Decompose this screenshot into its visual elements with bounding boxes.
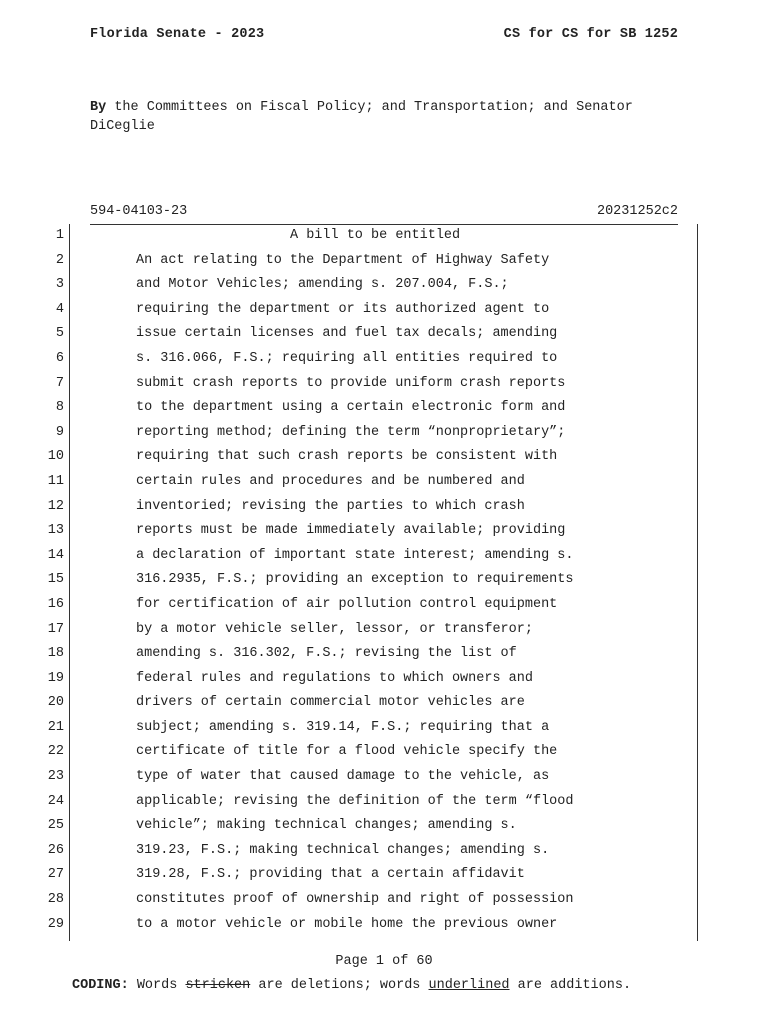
bill-line (0, 916, 768, 941)
sponsor-text: the Committees on Fiscal Policy; and Transportation; and Senator DiCeglie (90, 100, 633, 134)
line-number: 5 (55, 326, 64, 342)
line-text: reports must be made immediately available; providing (136, 523, 566, 539)
line-number: 18 (47, 646, 64, 662)
bill-line (0, 448, 768, 473)
bill-line (0, 596, 768, 621)
line-text: reporting method; defining the term “nonproprietary”; (136, 424, 566, 440)
bill-line (0, 375, 768, 400)
line-text: type of water that caused damage to the vehicle, as (136, 769, 550, 785)
bill-line (0, 547, 768, 572)
coding-middle-text: are deletions; words (258, 978, 421, 993)
coding-underlined-example: underlined (428, 978, 510, 993)
line-text: to the department using a certain electronic form and (136, 400, 566, 416)
bill-number: 20231252c2 (596, 204, 678, 219)
bill-line (0, 694, 768, 719)
sponsor-statement (90, 98, 650, 136)
line-number: 24 (47, 793, 64, 809)
line-text: for certification of air pollution control equipment (136, 596, 558, 612)
line-text: 319.23, F.S.; making technical changes; amending s. (136, 842, 550, 858)
line-number: 6 (55, 350, 64, 366)
bill-line (0, 498, 768, 523)
line-number: 4 (55, 301, 64, 317)
bill-line (0, 743, 768, 768)
bill-line (0, 350, 768, 375)
bill-line (0, 424, 768, 449)
line-number: 22 (47, 744, 64, 760)
line-text: 319.28, F.S.; providing that a certain affidavit (136, 867, 525, 883)
line-number: 9 (55, 424, 64, 440)
coding-legend (72, 978, 631, 993)
line-text: certificate of title for a flood vehicle specify the (136, 744, 558, 760)
line-number: 7 (55, 375, 64, 391)
coding-words: Words (136, 978, 178, 993)
line-number: 12 (47, 498, 64, 514)
coding-stricken-example: stricken (185, 978, 251, 993)
coding-label: CODING: (72, 978, 129, 993)
line-number: 8 (55, 400, 64, 416)
bill-text (0, 227, 768, 940)
line-number: 27 (47, 867, 64, 883)
bill-line (0, 670, 768, 695)
line-number: 29 (47, 916, 64, 932)
line-text: A bill to be entitled (290, 228, 461, 243)
line-number: 2 (55, 252, 64, 268)
line-text: to a motor vehicle or mobile home the previous owner (136, 916, 558, 932)
line-number: 25 (47, 818, 64, 834)
line-text: certain rules and procedures and be numbered and (136, 473, 525, 489)
bill-line (0, 252, 768, 277)
bill-line (0, 768, 768, 793)
coding-end-text: are additions. (517, 978, 632, 993)
bill-line (0, 473, 768, 498)
line-text: An act relating to the Department of Highway Safety (136, 252, 550, 268)
line-text: drivers of certain commercial motor vehicles are (136, 695, 525, 711)
line-text: subject; amending s. 319.14, F.S.; requiring that a (136, 719, 550, 735)
line-text: s. 316.066, F.S.; requiring all entities required to (136, 350, 558, 366)
line-number: 10 (47, 449, 64, 465)
line-number: 21 (47, 719, 64, 735)
bill-designation: CS for CS for SB 1252 (503, 27, 678, 42)
line-number: 23 (47, 769, 64, 785)
bill-line (0, 842, 768, 867)
line-number: 19 (47, 670, 64, 686)
line-text: issue certain licenses and fuel tax decals; amending (136, 326, 558, 342)
bill-line (0, 325, 768, 350)
line-number: 20 (47, 695, 64, 711)
line-text: submit crash reports to provide uniform crash reports (136, 375, 566, 391)
line-number: 14 (47, 547, 64, 563)
line-number: 15 (47, 572, 64, 588)
sponsor-by-label: By (90, 100, 107, 115)
line-number: 16 (47, 596, 64, 612)
line-text: and Motor Vehicles; amending s. 207.004, F.S.; (136, 277, 509, 293)
bill-line (0, 891, 768, 916)
line-number: 28 (47, 892, 64, 908)
page-indicator: Page 1 of 60 (335, 954, 433, 969)
draft-id: 594-04103-23 (90, 204, 188, 219)
bill-line (0, 399, 768, 424)
line-number: 11 (47, 473, 64, 489)
bill-line (0, 522, 768, 547)
bill-line (0, 719, 768, 744)
bill-line (0, 793, 768, 818)
line-text: applicable; revising the definition of the term “flood (136, 793, 574, 809)
bill-line (0, 227, 768, 252)
line-text: vehicle”; making technical changes; amending s. (136, 818, 517, 834)
bill-line (0, 817, 768, 842)
bill-line (0, 571, 768, 596)
bill-line (0, 866, 768, 891)
line-number: 26 (47, 842, 64, 858)
line-number: 17 (47, 621, 64, 637)
line-text: amending s. 316.302, F.S.; revising the list of (136, 646, 517, 662)
line-text: federal rules and regulations to which owners and (136, 670, 533, 686)
line-text: by a motor vehicle seller, lessor, or transferor; (136, 621, 533, 637)
line-text: 316.2935, F.S.; providing an exception to requirements (136, 572, 574, 588)
line-text: inventoried; revising the parties to which crash (136, 498, 525, 514)
line-number: 1 (55, 228, 64, 243)
top-rule (90, 224, 678, 225)
line-text: constitutes proof of ownership and right of possession (136, 892, 574, 908)
line-number: 13 (47, 523, 64, 539)
bill-line (0, 621, 768, 646)
line-number: 3 (55, 277, 64, 293)
chamber-header: Florida Senate - 2023 (90, 27, 265, 42)
bill-line (0, 276, 768, 301)
bill-line (0, 301, 768, 326)
line-text: requiring the department or its authorized agent to (136, 301, 550, 317)
line-text: a declaration of important state interest; amending s. (136, 547, 574, 563)
bill-line (0, 645, 768, 670)
line-text: requiring that such crash reports be consistent with (136, 449, 558, 465)
